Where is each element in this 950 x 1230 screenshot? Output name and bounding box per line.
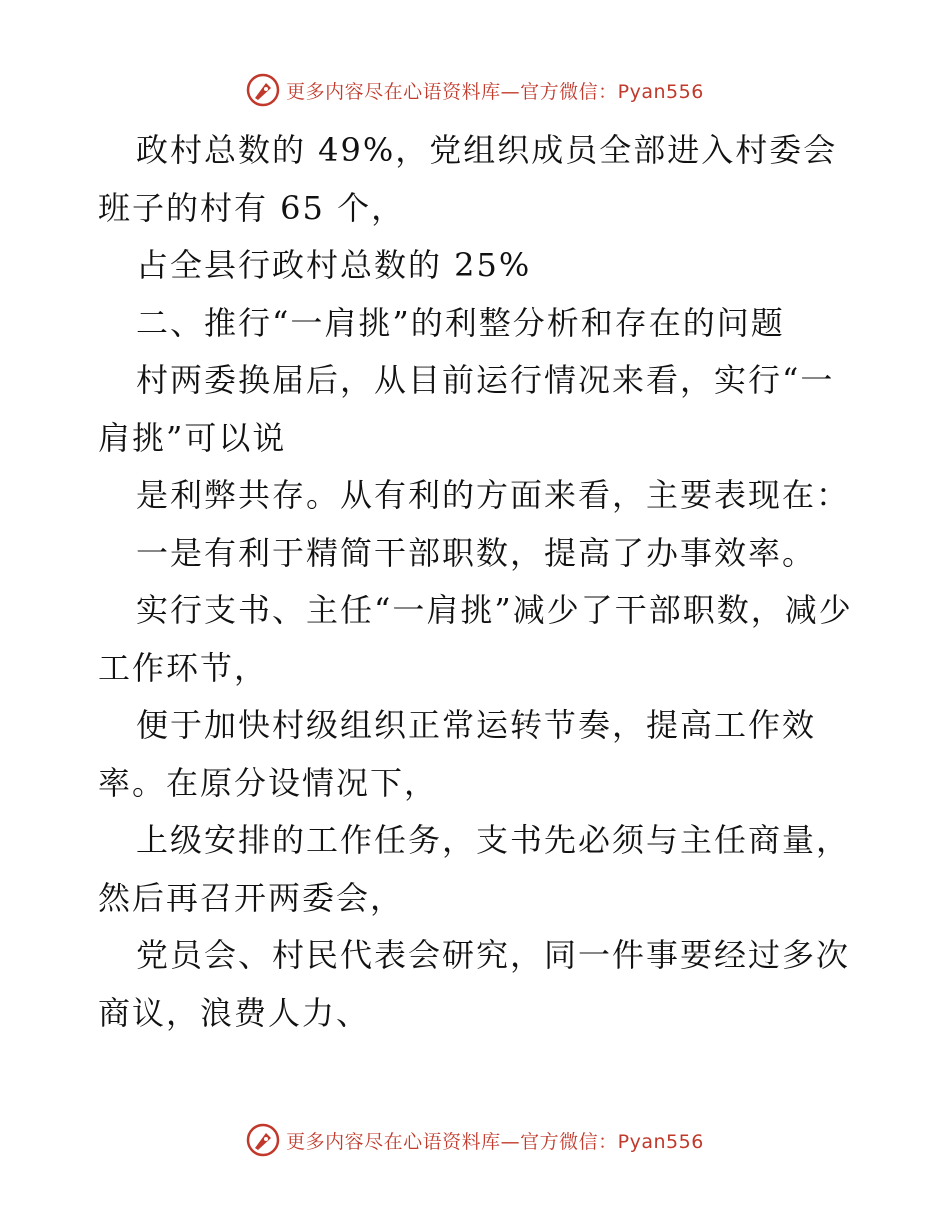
paragraph: 政村总数的 49%，党组织成员全部进入村委会班子的村有 65 个，: [98, 131, 838, 227]
paragraph: 实行支书、主任“一肩挑”减少了干部职数，减少工作环节，: [98, 591, 853, 687]
header-banner: [0, 70, 950, 110]
paragraph: 占全县行政村总数的 25%: [136, 246, 532, 284]
footer-banner: [0, 1120, 950, 1160]
paragraph: 党员会、村民代表会研究，同一件事要经过多次商议，浪费人力、: [98, 936, 851, 1032]
footer-banner-text: 更多内容尽在心语资料库—官方微信：Pyan556: [286, 1130, 704, 1153]
paragraph: 上级安排的工作任务，支书先必须与主任商量，然后再召开两委会，: [98, 821, 851, 917]
paragraph: 便于加快村级组织正常运转节奏，提高工作效率。在原分设情况下，: [98, 706, 817, 802]
section-heading: 二、推行“一肩挑”的利整分析和存在的问题: [136, 303, 785, 342]
header-banner-text: 更多内容尽在心语资料库—官方微信：Pyan556: [286, 80, 704, 103]
paragraph: 村两委换届后，从目前运行情况来看，实行“一肩挑”可以说: [98, 361, 835, 457]
pen-nib-logo-icon: [246, 1123, 280, 1157]
paragraph: 一是有利于精简干部职数，提高了办事效率。: [136, 533, 817, 572]
pen-nib-logo-icon: [246, 73, 280, 107]
document-body: [98, 122, 858, 1042]
paragraph: 是利弊共存。从有利的方面来看，主要表现在：: [136, 476, 851, 514]
